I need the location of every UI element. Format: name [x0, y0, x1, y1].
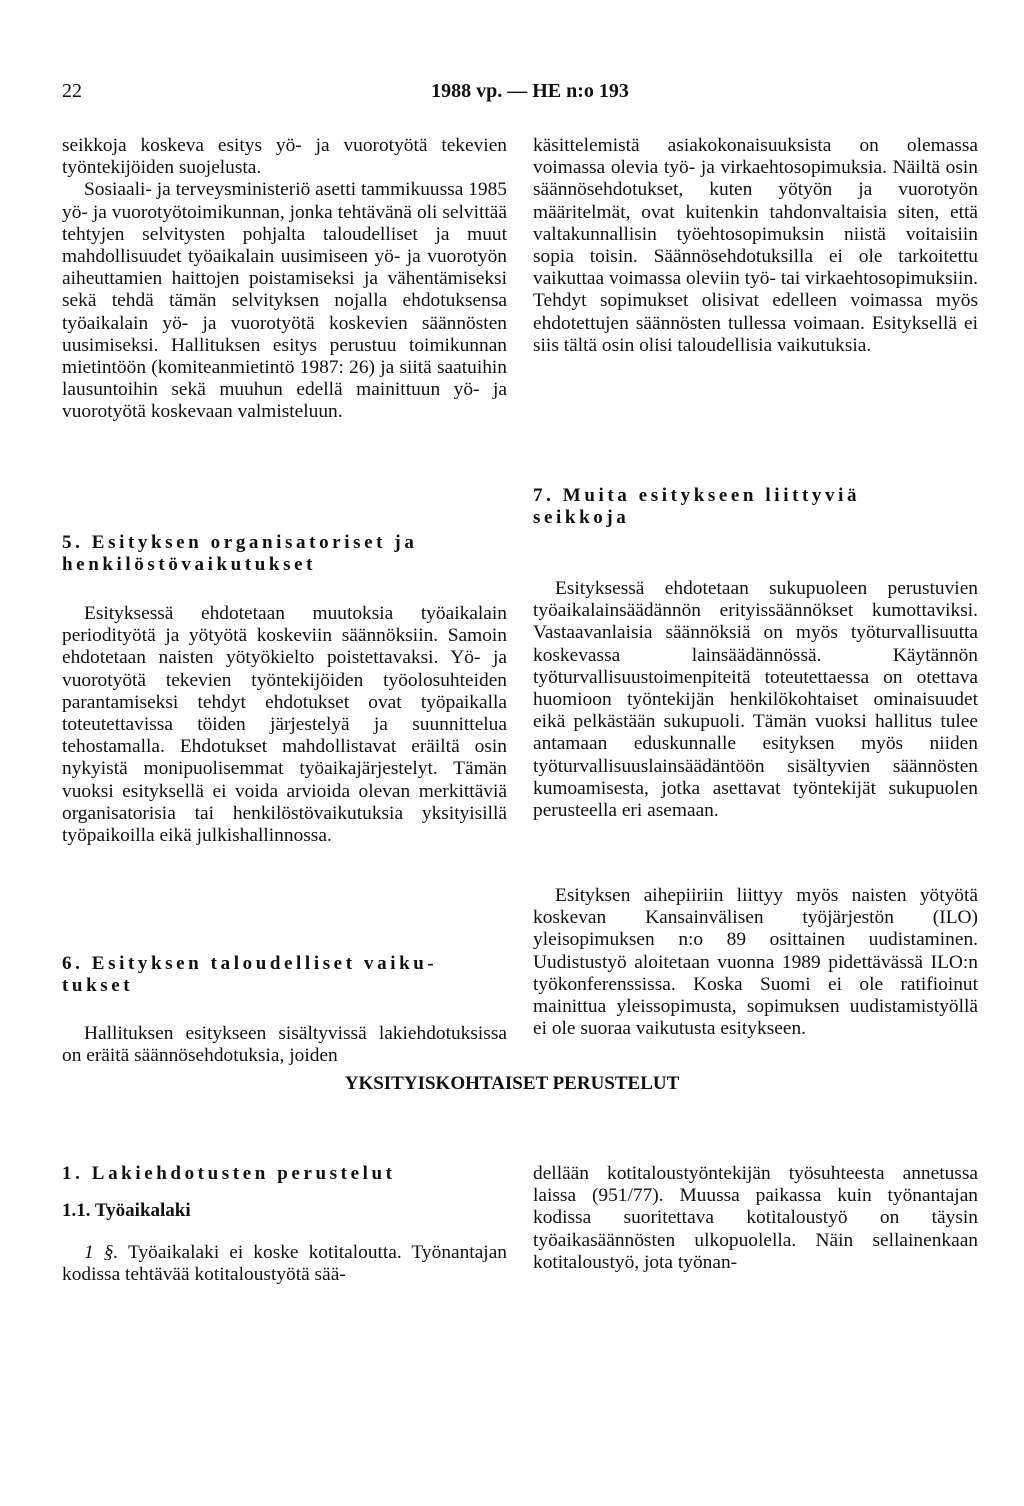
section-label: 1 §. — [84, 1242, 119, 1263]
running-title: 1988 vp. — HE n:o 193 — [431, 80, 629, 102]
right-detailed-text: dellään kotitaloustyöntekijän työsuhteesta annetussa laissa (951/77). Muussa paikassa kuin työnantajan kodissa suoritettava kotitaloustyö on täysin työaikasäännösten ulkopuolella. Näin sellainenkaan kotitaloustyö, jota työnan- — [533, 1163, 978, 1273]
section-7-body-1 — [533, 578, 978, 822]
heading-1 — [62, 1163, 507, 1185]
paragraph-1-section — [62, 1242, 507, 1286]
section-7-heading-line1: 7. Muita esitykseen liittyviä — [533, 485, 861, 506]
section-7-paragraph-2: Esityksen aihepiiriin liittyy myös naisten yötyötä koskevan Kansainvälisen työjärjestön (ILO) yleisopimuksen n:o 89 osittainen uudistaminen. Uudistustyö aloitetaan vuonna 1989 pidettävässä ILO:n työkonferenssissa. Koska Suomi ei ole ratifioinut mainittua yleissopimusta, sopimuksen uudistamistyöllä ei ole suoraa vaikutusta esitykseen. — [533, 885, 978, 1040]
section-6-heading-line2: tukset — [62, 975, 134, 996]
section-6-heading-line1: 6. Esityksen taloudelliset vaiku- — [62, 953, 438, 974]
section-5-heading-line1: 5. Esityksen organisatoriset ja — [62, 532, 418, 553]
section-6-text: Hallituksen esitykseen sisältyvissä lakiehdotuksissa on eräitä säännösehdotuksia, joiden — [62, 1023, 507, 1067]
section-1-text: Työaikalaki ei koske kotitaloutta. Työnantajan kodissa tehtävää kotitaloustyötä sää- — [62, 1242, 507, 1286]
heading-1-1: 1.1. Työaikalaki — [62, 1200, 191, 1221]
section-5-body — [62, 603, 507, 847]
section-5-heading-line2: henkilöstövaikutukset — [62, 554, 317, 575]
right-continuation-text: käsittelemistä asiakokonaisuuksista on olemassa voimassa olevia työ- ja virkaehtosopimuksia. Näiltä osin säännösehdotukset, kuten yötyön ja vuorotyön määritelmät, ovat kuitenkin tahdonvaltaisia siten, että valtakunnallisin työehtosopimuksin niistä voitaisiin sopia toisin. Säännösehdotuksilla ei ole tarkoitettu vaikuttaa voimassa oleviin työ- tai virkaehtosopimuksiin. Tehdyt sopimukset olisivat edelleen voimassa myös ehdotettujen säännösten tullessa voimaan. Esityksellä ei siis tältä osin olisi taloudellisia vaikutuksia. — [533, 135, 978, 356]
right-column-continuation — [533, 135, 978, 357]
main-heading: YKSITYISKOHTAISET PERUSTELUT — [344, 1073, 680, 1094]
section-7-paragraph-1: Esityksessä ehdotetaan sukupuoleen perustuvien työaikalainsäädännön erityissäännökset kumottaviksi. Vastaavanlaisia säännöksiä on myös työturvallisuutta koskevassa lainsäädännössä. Käytännön työturvallisuustoimenpiteitä toteutettaessa on otettava huomioon työntekijän henkilökohtaiset ominaisuudet eikä pelkästään sukupuoli. Tämän vuoksi hallitus tulee antamaan eduskunnalle esityksen myös niiden työturvallisuuslainsäädäntöön sisältyvien säännösten kumoamisesta, jotka asettavat työntekijät sukupuolen perusteella eri asemaan. — [533, 578, 978, 822]
intro-continuation: seikkoja koskeva esitys yö- ja vuorotyötä tekevien työntekijöiden suojelusta. — [62, 135, 507, 179]
section-5-heading — [62, 532, 507, 576]
section-5-text: Esityksessä ehdotetaan muutoksia työaikalain periodityötä ja yötyötä koskeviin säännöksiin. Samoin ehdotetaan naisten yötyökielto poistettavaksi. Yö- ja vuorotyötä tekevien työntekijöiden työolosuhteiden parantamiseksi tehdyt ehdotukset ovat työpaikalla toteutettavissa töiden järjestelyä ja suunnittelua tehostamalla. Ehdotukset mahdollistavat eräiltä osin nykyistä monipuolisemmat työaikajärjestelyt. Tämän vuoksi esityksellä ei voida arvioida olevan merkittäviä organisatorisia tai henkilöstövaikutuksia yksityisillä työpaikoilla eikä julkishallinnossa. — [62, 603, 507, 847]
page-number: 22 — [62, 80, 82, 102]
section-6-body — [62, 1023, 507, 1067]
section-7-heading — [533, 485, 978, 529]
left-column-intro — [62, 135, 507, 424]
section-7-heading-line2: seikkoja — [533, 507, 630, 528]
intro-paragraph: Sosiaali- ja terveysministeriö asetti tammikuussa 1985 yö- ja vuorotyötoimikunnan, jonka tehtävänä oli selvittää tehtyjen selvitysten pohjalta taloudelliset ja muut mahdollisuudet työaikalain uusimiseen yö- ja vuorotyön aiheuttamien haittojen poistamiseksi ja vähentämiseksi sekä tehdä tämän selvityksen nojalla ehdotuksensa työaikalain yö- ja vuorotyötä koskevien säännösten uusimiseksi. Hallituksen esitys perustuu toimikunnan mietintöön (komiteanmietintö 1987: 26) ja siitä saatuihin lausuntoihin sekä muuhun edellä mainittuun yö- ja vuorotyötä koskevaan valmisteluun. — [62, 179, 507, 423]
heading-1-text: 1. Lakiehdotusten perustelut — [62, 1163, 396, 1184]
section-7-body-2 — [533, 885, 978, 1040]
section-6-heading — [62, 953, 507, 997]
right-detailed-column — [533, 1163, 978, 1274]
